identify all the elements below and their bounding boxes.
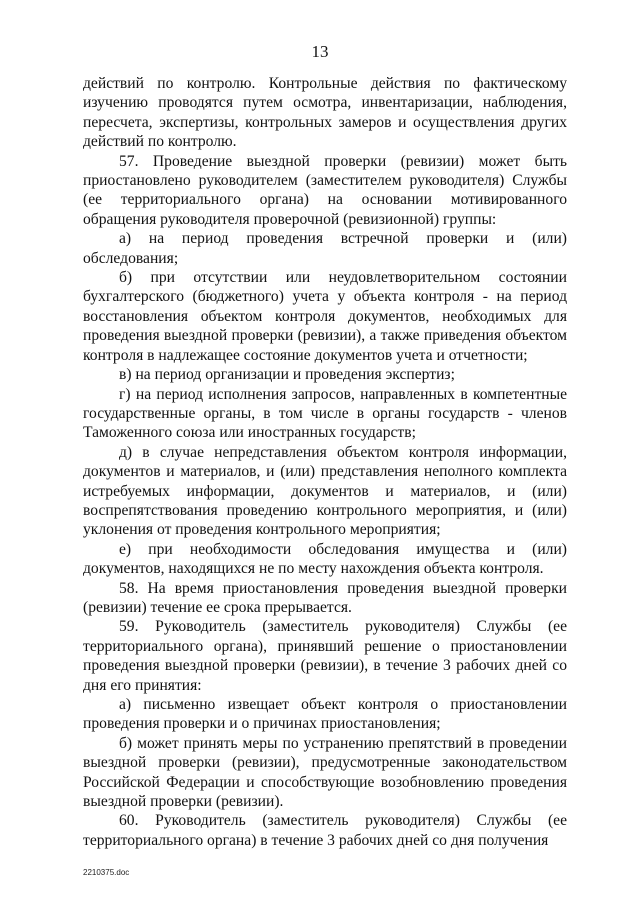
paragraph-57: 57. Проведение выездной проверки (ревизии) может быть приостановлено руководителем (заместителем руководителя) Службы (ее территориального органа) на основании мотивированного обращения руководителя проверочной (ревизионной) группы: [83,152,567,228]
footer-filename: 2210375.doc [83,868,130,877]
page-number: 13 [311,42,329,61]
list-item-57e: е) при необходимости обследования имущества и (или) документов, находящихся не по месту нахождения объекта контроля. [83,540,567,578]
paragraph-continuation: действий по контролю. Контрольные действия по фактическому изучению проводятся путем осмотра, инвентаризации, наблюдения, пересчета, экспертизы, контрольных замеров и осуществления других действий по контролю. [83,75,567,151]
paragraph-59: 59. Руководитель (заместитель руководителя) Службы (ее территориального органа), принявший решение о приостановлении проведения выездной проверки (ревизии), в течение 3 рабочих дней со дня его принятия: [83,618,567,694]
document-body [83,74,567,850]
list-item-59b: б) может принять меры по устранению препятствий в проведении выездной проверки (ревизии), предусмотренные законодательством Российской Федерации и способствующие возобновлению проведения выездной проверки (ревизии). [83,734,567,811]
list-item-57b: б) при отсутствии или неудовлетворительном состоянии бухгалтерского (бюджетного) учета у объекта контроля - на период восстановления объектом контроля документов, необходимых для проведения выездной проверки (ревизии), а также приведения объектом контроля в надлежащее состояние документов учета и отчетности; [83,269,567,364]
list-item-57a: а) на период проведения встречной проверки и (или) обследования; [83,230,567,267]
paragraph-58: 58. На время приостановления проведения выездной проверки (ревизии) течение ее срока прерывается. [83,579,567,616]
list-item-57g: г) на период исполнения запросов, направленных в компетентные государственные органы, в том числе в органы государств - членов Таможенного союза или иностранных государств; [83,385,567,442]
list-item-57v: в) на период организации и проведения экспертиз; [119,366,455,384]
paragraph-60: 60. Руководитель (заместитель руководителя) Службы (ее территориального органа) в течение 3 рабочих дней со дня получения [83,812,567,849]
list-item-57d: д) в случае непредставления объектом контроля информации, документов и материалов, и (или) представления неполного комплекта истребуемых информации, документов и материалов, и (или) воспрепятствования проведению контрольного мероприятия, и (или) уклонения от проведения контрольного мероприятия; [83,443,567,539]
list-item-59a: а) письменно извещает объект контроля о приостановлении проведения проверки и о причинах приостановления; [83,696,567,733]
